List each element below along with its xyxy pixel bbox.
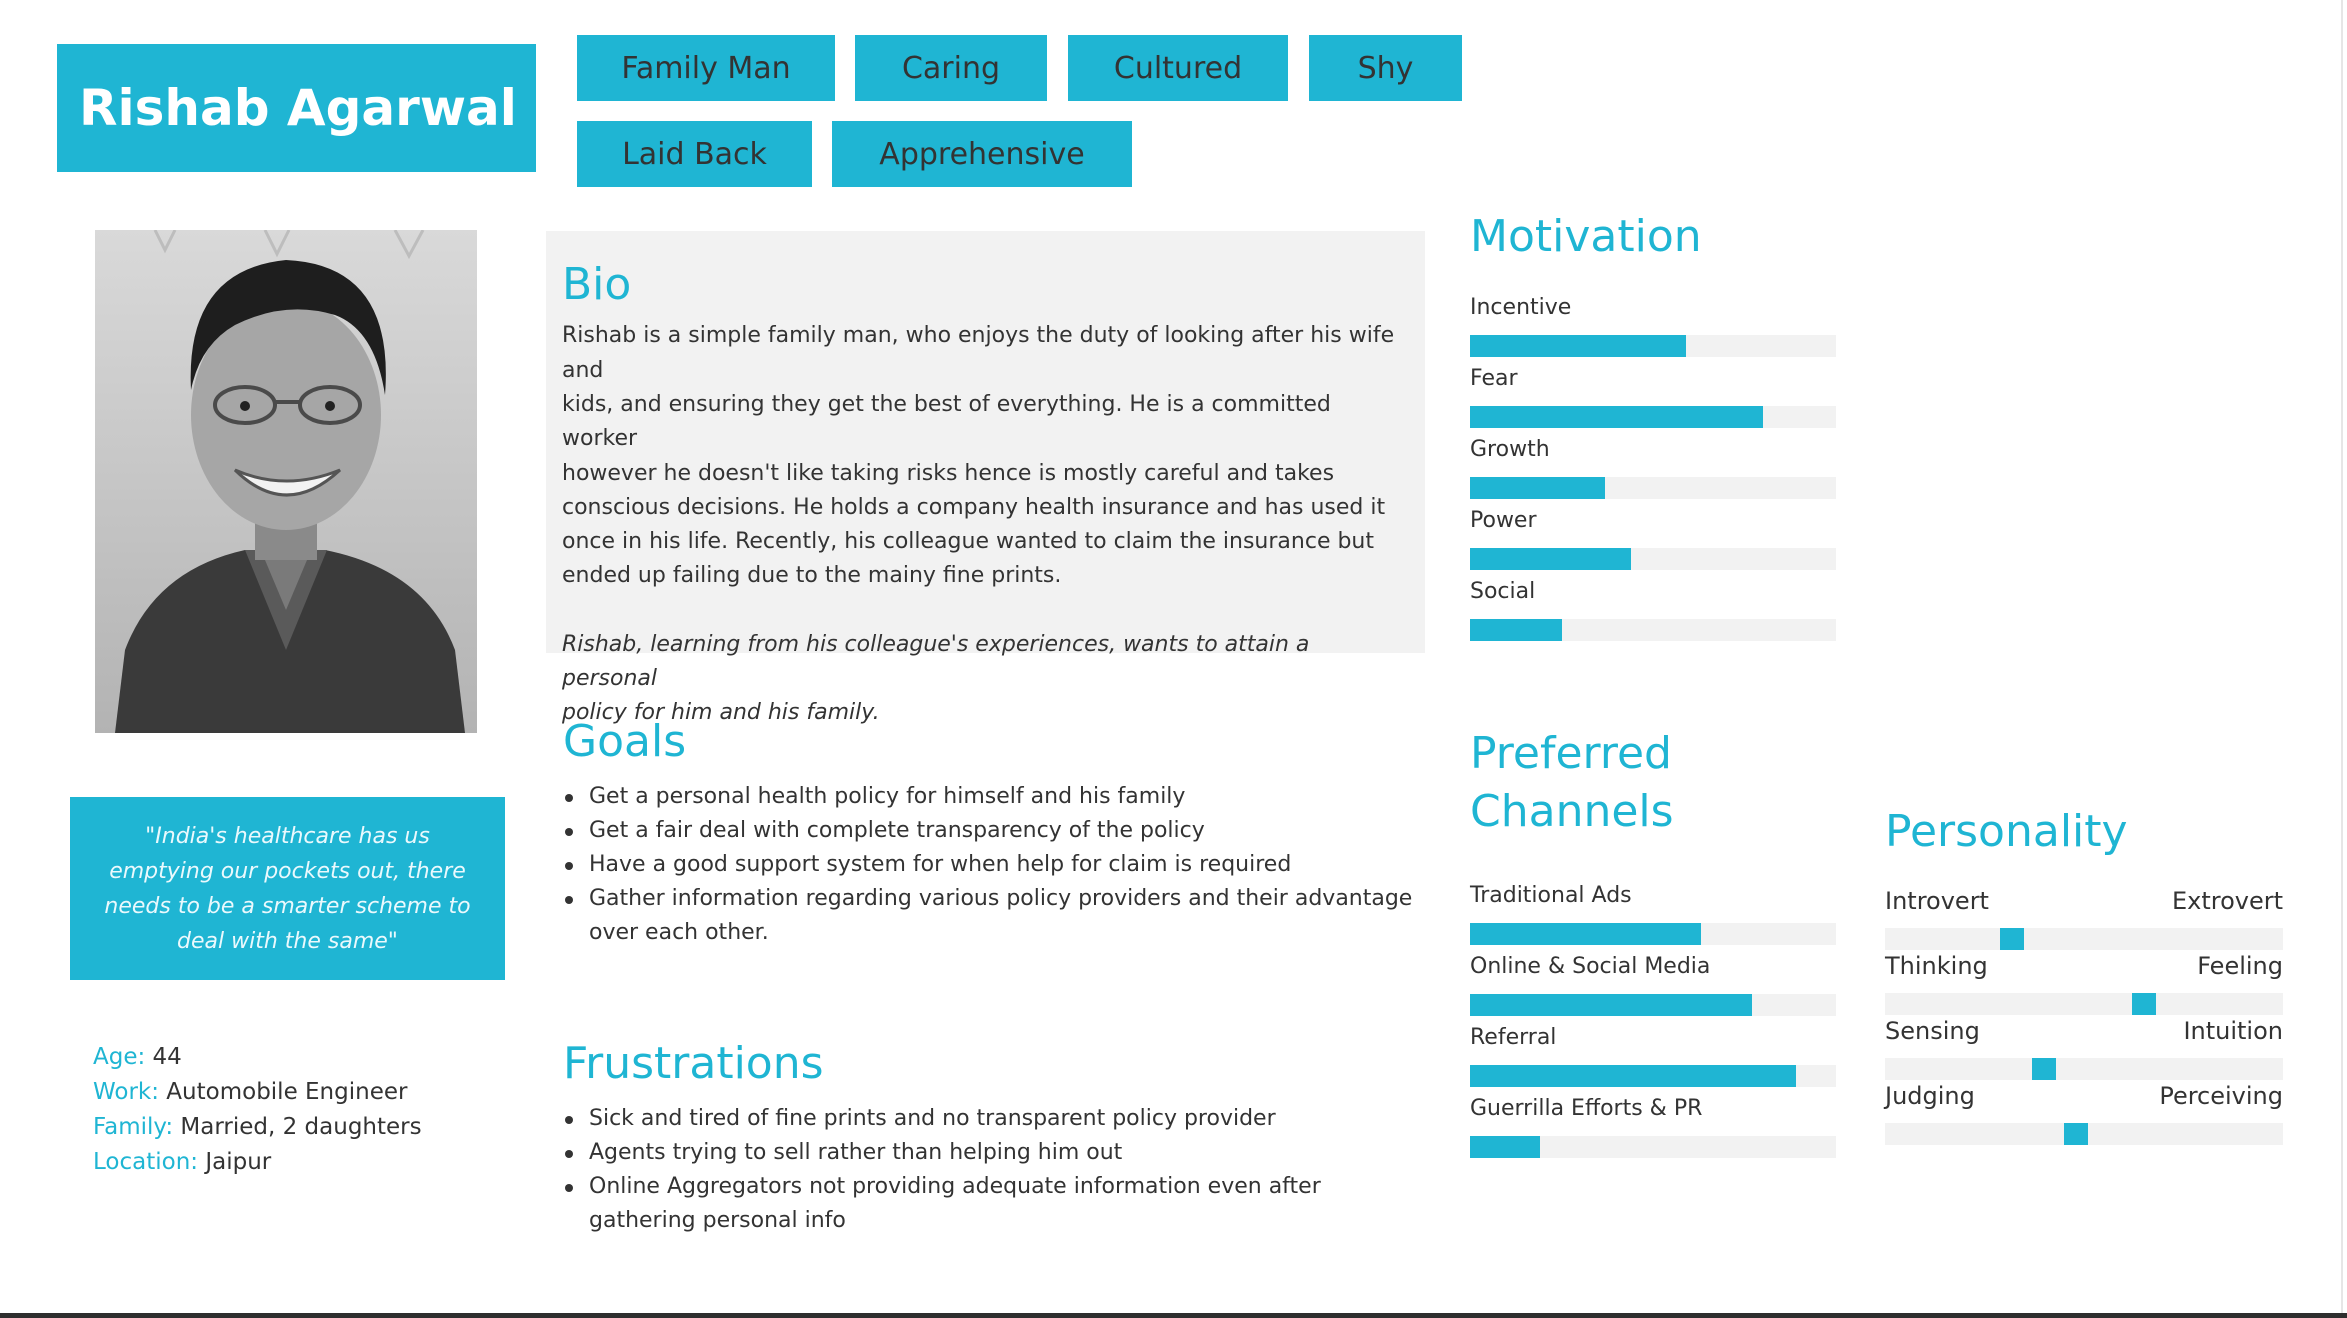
goal-item: Gather information regarding various policy providers and their advantage over each other.	[563, 882, 1423, 950]
scale-labels	[1885, 886, 2283, 916]
scale-left-label: Introvert	[1885, 887, 1989, 916]
bar-fill	[1470, 994, 1752, 1016]
fact-age-value: 44	[145, 1044, 182, 1070]
tag-shy: Shy	[1309, 35, 1462, 101]
personality-scale-thinking-feeling	[1885, 951, 2283, 1016]
bio-text	[562, 319, 1410, 730]
motivation-bars	[1470, 293, 1836, 648]
scale-right-label: Extrovert	[2171, 887, 2283, 916]
scale-right-label: Intuition	[2183, 1017, 2283, 1046]
tag-caring: Caring	[855, 35, 1047, 101]
tag-apprehensive: Apprehensive	[832, 121, 1132, 187]
fact-work	[93, 1075, 422, 1110]
bar-label: Social	[1470, 579, 1536, 605]
bar-track	[1470, 923, 1836, 945]
bar-label: Traditional Ads	[1470, 882, 1632, 908]
frustrations-list	[563, 1102, 1423, 1238]
bar-fill	[1470, 548, 1631, 570]
scale-right-label: Perceiving	[2159, 1082, 2283, 1111]
bar-track	[1470, 1065, 1836, 1087]
persona-photo	[95, 230, 477, 733]
bar-label: Referral	[1470, 1024, 1557, 1050]
bar-track	[1470, 335, 1836, 357]
motivation-bar-incentive	[1470, 293, 1836, 364]
bar-label: Fear	[1470, 366, 1518, 392]
bar-label: Growth	[1470, 437, 1550, 463]
fact-age-label: Age:	[93, 1044, 146, 1070]
frustration-item: Agents trying to sell rather than helping him out	[563, 1136, 1423, 1170]
goals-list	[563, 780, 1423, 950]
bar-label: Power	[1470, 508, 1537, 534]
bio-summary-line: policy for him and his family.	[562, 700, 880, 726]
personality-section	[1885, 808, 2283, 1146]
channel-bar-online-social	[1470, 952, 1836, 1023]
personality-scale-judging-perceiving	[1885, 1081, 2283, 1146]
bar-fill	[1470, 1065, 1796, 1087]
bio-section	[546, 231, 1425, 726]
motivation-bar-social	[1470, 577, 1836, 648]
bio-line: however he doesn't like taking risks hence is mostly careful and takes	[562, 460, 1335, 486]
bar-track	[1470, 619, 1836, 641]
channels-title-line: Channels	[1470, 786, 1674, 838]
frustration-item: Sick and tired of fine prints and no transparent policy provider	[563, 1102, 1423, 1136]
bar-track	[1470, 548, 1836, 570]
bio-title: Bio	[562, 259, 632, 310]
fact-age	[93, 1040, 422, 1075]
channel-bar-guerrilla	[1470, 1094, 1836, 1165]
motivation-section	[1470, 213, 1836, 648]
persona-quote: "India's healthcare has us emptying our pockets out, there needs to be a smarter scheme to deal with the same"	[70, 797, 505, 980]
personality-title: Personality	[1885, 806, 2128, 857]
bottom-border	[0, 1313, 2347, 1318]
scale-marker	[2000, 928, 2024, 950]
scale-left-label: Judging	[1885, 1082, 1975, 1111]
bio-line: ended up failing due to the mainy fine prints.	[562, 563, 1062, 589]
personality-scale-introvert-extrovert	[1885, 886, 2283, 951]
scale-track	[1885, 928, 2283, 950]
goals-section	[563, 718, 1423, 950]
bar-label: Guerrilla Efforts & PR	[1470, 1095, 1703, 1121]
fact-location-label: Location:	[93, 1149, 199, 1175]
fact-location-value: Jaipur	[198, 1149, 272, 1175]
bar-fill	[1470, 406, 1763, 428]
fact-location	[93, 1145, 422, 1180]
goal-item: Get a fair deal with complete transparency of the policy	[563, 814, 1423, 848]
goal-item: Have a good support system for when help for claim is required	[563, 848, 1423, 882]
frustration-item: Online Aggregators not providing adequate information even after gathering personal info	[563, 1170, 1423, 1238]
fact-work-label: Work:	[93, 1079, 159, 1105]
bar-fill	[1470, 477, 1605, 499]
scale-track	[1885, 1058, 2283, 1080]
scale-right-label: Feeling	[2197, 952, 2283, 981]
tag-cultured: Cultured	[1068, 35, 1288, 101]
goal-item: Get a personal health policy for himself and his family	[563, 780, 1423, 814]
bio-summary	[562, 628, 1410, 731]
motivation-title: Motivation	[1470, 211, 1702, 262]
scale-left-label: Sensing	[1885, 1017, 1980, 1046]
bar-label: Incentive	[1470, 295, 1572, 321]
bio-line: conscious decisions. He holds a company health insurance and has used it	[562, 494, 1386, 520]
scale-track	[1885, 993, 2283, 1015]
bar-track	[1470, 406, 1836, 428]
tag-laid-back: Laid Back	[577, 121, 812, 187]
bio-line: kids, and ensuring they get the best of everything. He is a committed worker	[562, 391, 1331, 452]
personality-scales	[1885, 886, 2283, 1146]
bar-track	[1470, 1136, 1836, 1158]
fact-family-value: Married, 2 daughters	[173, 1114, 422, 1140]
scale-marker	[2032, 1058, 2056, 1080]
channel-bar-referral	[1470, 1023, 1836, 1094]
persona-facts	[93, 1040, 422, 1180]
portrait-image	[95, 230, 477, 733]
bio-summary-line: Rishab, learning from his colleague's experiences, wants to attain a personal	[562, 631, 1310, 692]
motivation-bar-fear	[1470, 364, 1836, 435]
motivation-bar-growth	[1470, 435, 1836, 506]
bar-fill	[1470, 335, 1686, 357]
bar-label: Online & Social Media	[1470, 953, 1711, 979]
scale-labels	[1885, 1016, 2283, 1046]
bar-track	[1470, 477, 1836, 499]
scale-track	[1885, 1123, 2283, 1145]
scale-labels	[1885, 951, 2283, 981]
right-border	[2341, 0, 2343, 1313]
goals-title: Goals	[563, 716, 687, 767]
fact-family-label: Family:	[93, 1114, 174, 1140]
bio-line: Rishab is a simple family man, who enjoys the duty of looking after his wife and	[562, 323, 1395, 383]
scale-marker	[2064, 1123, 2088, 1145]
fact-family	[93, 1110, 422, 1145]
personality-scale-sensing-intuition	[1885, 1016, 2283, 1081]
bar-fill	[1470, 619, 1562, 641]
bar-fill	[1470, 1136, 1540, 1158]
scale-marker	[2132, 993, 2156, 1015]
motivation-bar-power	[1470, 506, 1836, 577]
channels-title	[1470, 730, 1836, 837]
frustrations-section	[563, 1040, 1423, 1238]
channel-bar-traditional-ads	[1470, 881, 1836, 952]
bio-line: once in his life. Recently, his colleague wanted to claim the insurance but	[562, 529, 1375, 555]
scale-labels	[1885, 1081, 2283, 1111]
bar-track	[1470, 994, 1836, 1016]
tag-family-man: Family Man	[577, 35, 835, 101]
scale-left-label: Thinking	[1885, 952, 1988, 981]
fact-work-value: Automobile Engineer	[159, 1079, 408, 1105]
channels-title-line: Preferred	[1470, 728, 1672, 779]
persona-name: Rishab Agarwal	[57, 44, 536, 172]
frustrations-title: Frustrations	[563, 1038, 824, 1089]
channels-section	[1470, 730, 1836, 1165]
channels-bars	[1470, 881, 1836, 1165]
bar-fill	[1470, 923, 1701, 945]
